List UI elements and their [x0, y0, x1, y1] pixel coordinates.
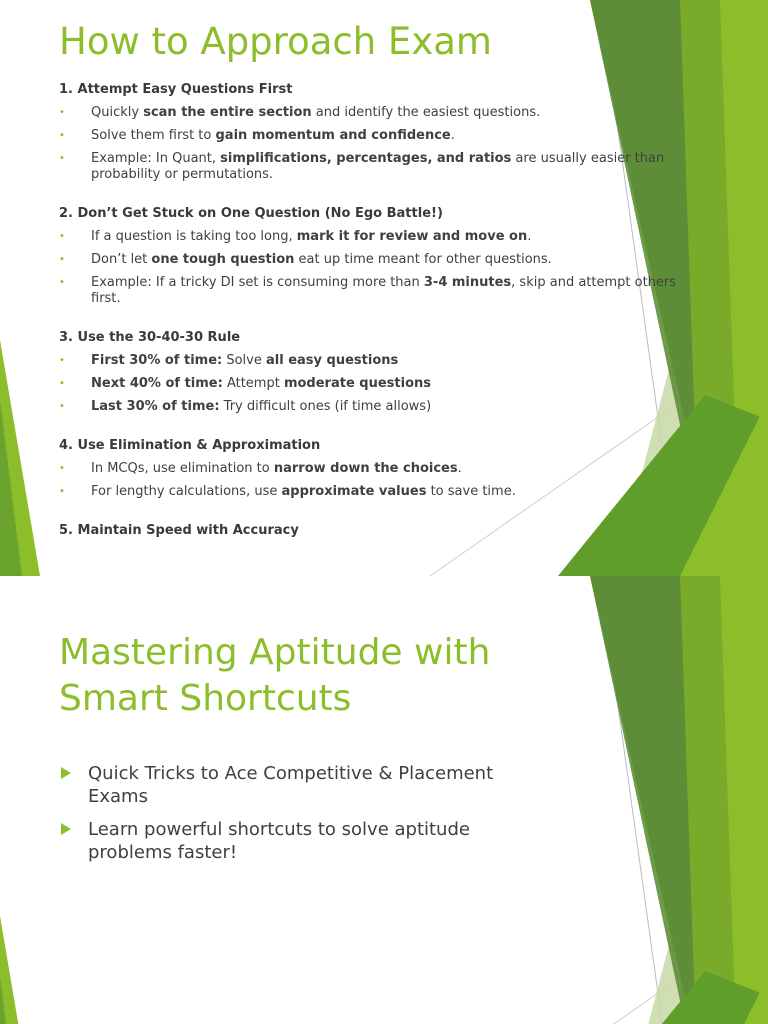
- bullet-item: [59, 461, 699, 477]
- bullet-text: Example: If a tricky DI set is consuming more than: [91, 275, 424, 290]
- arrow-bullet-icon: [61, 767, 71, 779]
- bullet-text: In MCQs, use elimination to: [91, 461, 274, 476]
- bullet-item: [59, 762, 539, 808]
- slide-title: Mastering Aptitude with Smart Shortcuts: [59, 632, 491, 719]
- bullet-item: [59, 353, 699, 369]
- bold-text: mark it for review and move on: [296, 229, 528, 244]
- bullet-text: Learn powerful shortcuts to solve aptitude problems faster!: [88, 819, 470, 863]
- bullet-text: and identify the easiest questions.: [311, 105, 541, 120]
- bullet-item: [59, 399, 699, 415]
- slide-2: [0, 576, 768, 1024]
- section-heading: 5. Maintain Speed with Accuracy: [59, 523, 299, 538]
- section-1: [59, 82, 699, 183]
- bold-text: First 30% of time:: [91, 353, 223, 368]
- bullet-text: Attempt: [222, 376, 284, 391]
- bullet-item: [59, 229, 699, 245]
- bold-text: all easy questions: [266, 353, 399, 368]
- section-heading: 4. Use Elimination & Approximation: [59, 438, 321, 453]
- bold-text: one tough question: [151, 252, 295, 267]
- bullet-text: Solve: [222, 353, 266, 368]
- section-2: [59, 206, 699, 307]
- bold-text: simplifications, percentages, and ratios: [220, 151, 512, 166]
- bullet-text: eat up time meant for other questions.: [294, 252, 552, 267]
- bullet-text: Quick Tricks to Ace Competitive & Placement Exams: [88, 763, 494, 807]
- bold-text: gain momentum and confidence: [215, 128, 451, 143]
- bullet-item: [59, 275, 699, 307]
- section-heading: 3. Use the 30-40-30 Rule: [59, 330, 241, 345]
- bullet-text: Don’t let: [91, 252, 152, 267]
- bullet-item: [59, 252, 699, 268]
- bullet-text: Example: In Quant,: [91, 151, 221, 166]
- bullet-item: [59, 376, 699, 392]
- bullet-text: If a question is taking too long,: [91, 229, 297, 244]
- bullet-text: to save time.: [426, 484, 516, 499]
- bold-text: 3-4 minutes: [423, 275, 512, 290]
- arrow-bullet-icon: [61, 823, 71, 835]
- bullet-text: .: [457, 461, 462, 476]
- section-heading: 2. Don’t Get Stuck on One Question (No Ego Battle!): [59, 206, 443, 221]
- bullet-text: Try difficult ones (if time allows): [219, 399, 432, 414]
- bullet-item: [59, 151, 699, 183]
- bullet-text: .: [450, 128, 455, 143]
- bullet-text: are usually easier than probability or permutations.: [91, 151, 665, 182]
- bullet-text: .: [527, 229, 532, 244]
- bold-text: scan the entire section: [143, 105, 312, 120]
- bold-text: Next 40% of time:: [91, 376, 223, 391]
- bullet-text: Quickly: [91, 105, 144, 120]
- slide-title: How to Approach Exam: [59, 20, 492, 63]
- slide-content: [59, 82, 699, 562]
- bold-text: moderate questions: [283, 376, 432, 391]
- bold-text: Last 30% of time:: [91, 399, 220, 414]
- section-4: [59, 438, 699, 500]
- bullet-item: [59, 818, 539, 864]
- bullet-text: For lengthy calculations, use: [91, 484, 282, 499]
- bullet-item: [59, 128, 699, 144]
- section-5: [59, 523, 699, 539]
- bullet-item: [59, 105, 699, 121]
- bullet-text: , skip and attempt others first.: [91, 275, 677, 306]
- bullet-item: [59, 484, 699, 500]
- section-heading: 1. Attempt Easy Questions First: [59, 82, 293, 97]
- bullet-text: Solve them first to: [91, 128, 216, 143]
- bold-text: narrow down the choices: [273, 461, 458, 476]
- slide-content: [59, 762, 539, 874]
- bold-text: approximate values: [281, 484, 427, 499]
- section-3: [59, 330, 699, 415]
